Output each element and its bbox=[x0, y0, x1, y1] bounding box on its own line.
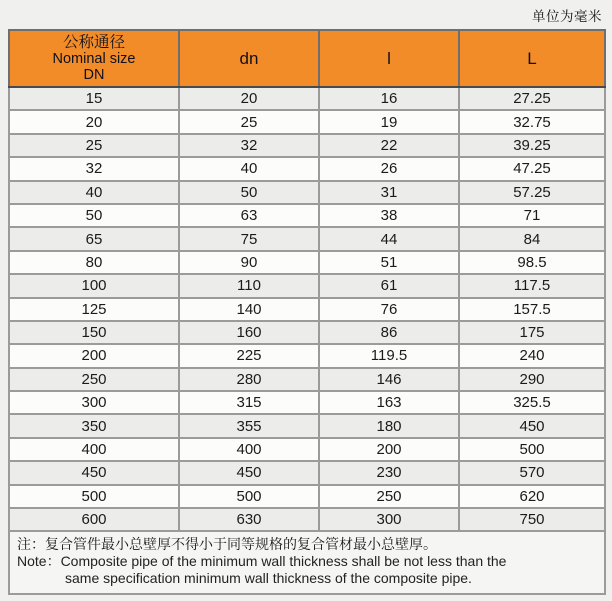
table-cell: 47.25 bbox=[459, 157, 605, 180]
table-cell: 250 bbox=[9, 368, 179, 391]
table-row bbox=[9, 110, 605, 133]
table-cell: 163 bbox=[319, 391, 459, 414]
table-cell: 98.5 bbox=[459, 251, 605, 274]
table-row bbox=[9, 414, 605, 437]
table-cell: 26 bbox=[319, 157, 459, 180]
table-cell: 40 bbox=[179, 157, 319, 180]
table-cell: 315 bbox=[179, 391, 319, 414]
table-row bbox=[9, 344, 605, 367]
table-cell: 15 bbox=[9, 87, 179, 110]
header-dn: dn bbox=[179, 30, 319, 87]
table-cell: 250 bbox=[319, 485, 459, 508]
table-cell: 84 bbox=[459, 227, 605, 250]
table-cell: 325.5 bbox=[459, 391, 605, 414]
table-cell: 110 bbox=[179, 274, 319, 297]
table-row bbox=[9, 134, 605, 157]
table-cell: 280 bbox=[179, 368, 319, 391]
table-cell: 86 bbox=[319, 321, 459, 344]
table-cell: 160 bbox=[179, 321, 319, 344]
table-row bbox=[9, 485, 605, 508]
header-nominal-size-en: Nominal size bbox=[52, 51, 136, 67]
table-cell: 38 bbox=[319, 204, 459, 227]
table-row bbox=[9, 321, 605, 344]
table-cell: 20 bbox=[179, 87, 319, 110]
table-cell: 57.25 bbox=[459, 181, 605, 204]
table-cell: 32 bbox=[9, 157, 179, 180]
table-row bbox=[9, 368, 605, 391]
table-cell: 22 bbox=[319, 134, 459, 157]
table-row bbox=[9, 438, 605, 461]
table-cell: 157.5 bbox=[459, 298, 605, 321]
table-cell: 39.25 bbox=[459, 134, 605, 157]
table-cell: 500 bbox=[179, 485, 319, 508]
table-cell: 31 bbox=[319, 181, 459, 204]
table-cell: 200 bbox=[9, 344, 179, 367]
table-cell: 450 bbox=[459, 414, 605, 437]
table-cell: 65 bbox=[9, 227, 179, 250]
table-cell: 146 bbox=[319, 368, 459, 391]
table-cell: 16 bbox=[319, 87, 459, 110]
table-cell: 50 bbox=[9, 204, 179, 227]
table-cell: 750 bbox=[459, 508, 605, 531]
note-cell bbox=[9, 531, 605, 594]
dimension-spec-table bbox=[8, 29, 606, 595]
table-cell: 180 bbox=[319, 414, 459, 437]
table-cell: 400 bbox=[9, 438, 179, 461]
header-row bbox=[9, 30, 605, 87]
table-cell: 175 bbox=[459, 321, 605, 344]
table-row bbox=[9, 298, 605, 321]
table-cell: 230 bbox=[319, 461, 459, 484]
table-cell: 20 bbox=[9, 110, 179, 133]
table-cell: 90 bbox=[179, 251, 319, 274]
unit-label: 单位为毫米 bbox=[532, 9, 602, 24]
table-cell: 300 bbox=[319, 508, 459, 531]
table-cell: 400 bbox=[179, 438, 319, 461]
header-l-lowercase: l bbox=[319, 30, 459, 87]
table-cell: 25 bbox=[9, 134, 179, 157]
table-cell: 32.75 bbox=[459, 110, 605, 133]
table-cell: 27.25 bbox=[459, 87, 605, 110]
table-cell: 450 bbox=[179, 461, 319, 484]
table-cell: 32 bbox=[179, 134, 319, 157]
table-row bbox=[9, 87, 605, 110]
table-cell: 76 bbox=[319, 298, 459, 321]
table-cell: 117.5 bbox=[459, 274, 605, 297]
table-cell: 63 bbox=[179, 204, 319, 227]
table-cell: 80 bbox=[9, 251, 179, 274]
table-row bbox=[9, 157, 605, 180]
table-cell: 630 bbox=[179, 508, 319, 531]
table-cell: 450 bbox=[9, 461, 179, 484]
table-cell: 620 bbox=[459, 485, 605, 508]
table-row bbox=[9, 227, 605, 250]
table-cell: 225 bbox=[179, 344, 319, 367]
note-chinese: 注：复合管件最小总壁厚不得小于同等规格的复合管材最小总壁厚。 bbox=[17, 536, 437, 553]
header-nominal-size bbox=[9, 30, 179, 87]
header-nominal-size-zh: 公称通径 bbox=[62, 34, 125, 51]
table-cell: 350 bbox=[9, 414, 179, 437]
table-cell: 61 bbox=[319, 274, 459, 297]
table-cell: 75 bbox=[179, 227, 319, 250]
table-cell: 50 bbox=[179, 181, 319, 204]
table-cell: 600 bbox=[9, 508, 179, 531]
table-cell: 240 bbox=[459, 344, 605, 367]
table-cell: 25 bbox=[179, 110, 319, 133]
note-english-line1: Note：Composite pipe of the minimum wall thickness shall be not less than the bbox=[17, 553, 507, 570]
table-row bbox=[9, 461, 605, 484]
note-row bbox=[9, 531, 605, 594]
table-body bbox=[9, 87, 605, 531]
table-cell: 119.5 bbox=[319, 344, 459, 367]
table-row bbox=[9, 181, 605, 204]
table-cell: 500 bbox=[9, 485, 179, 508]
table-cell: 355 bbox=[179, 414, 319, 437]
header-l-uppercase: L bbox=[459, 30, 605, 87]
table-cell: 300 bbox=[9, 391, 179, 414]
table-cell: 125 bbox=[9, 298, 179, 321]
table-cell: 44 bbox=[319, 227, 459, 250]
table-cell: 150 bbox=[9, 321, 179, 344]
table-cell: 100 bbox=[9, 274, 179, 297]
table-cell: 40 bbox=[9, 181, 179, 204]
table-cell: 71 bbox=[459, 204, 605, 227]
table-row bbox=[9, 204, 605, 227]
table-cell: 200 bbox=[319, 438, 459, 461]
table-row bbox=[9, 274, 605, 297]
table-cell: 140 bbox=[179, 298, 319, 321]
table-row bbox=[9, 391, 605, 414]
table-row bbox=[9, 508, 605, 531]
table-cell: 51 bbox=[319, 251, 459, 274]
table-cell: 19 bbox=[319, 110, 459, 133]
table-cell: 570 bbox=[459, 461, 605, 484]
table-row bbox=[9, 251, 605, 274]
header-nominal-size-dn: DN bbox=[83, 67, 105, 83]
table-cell: 500 bbox=[459, 438, 605, 461]
note-english-line2: same specification minimum wall thickness of the composite pipe. bbox=[65, 569, 472, 586]
table-cell: 290 bbox=[459, 368, 605, 391]
